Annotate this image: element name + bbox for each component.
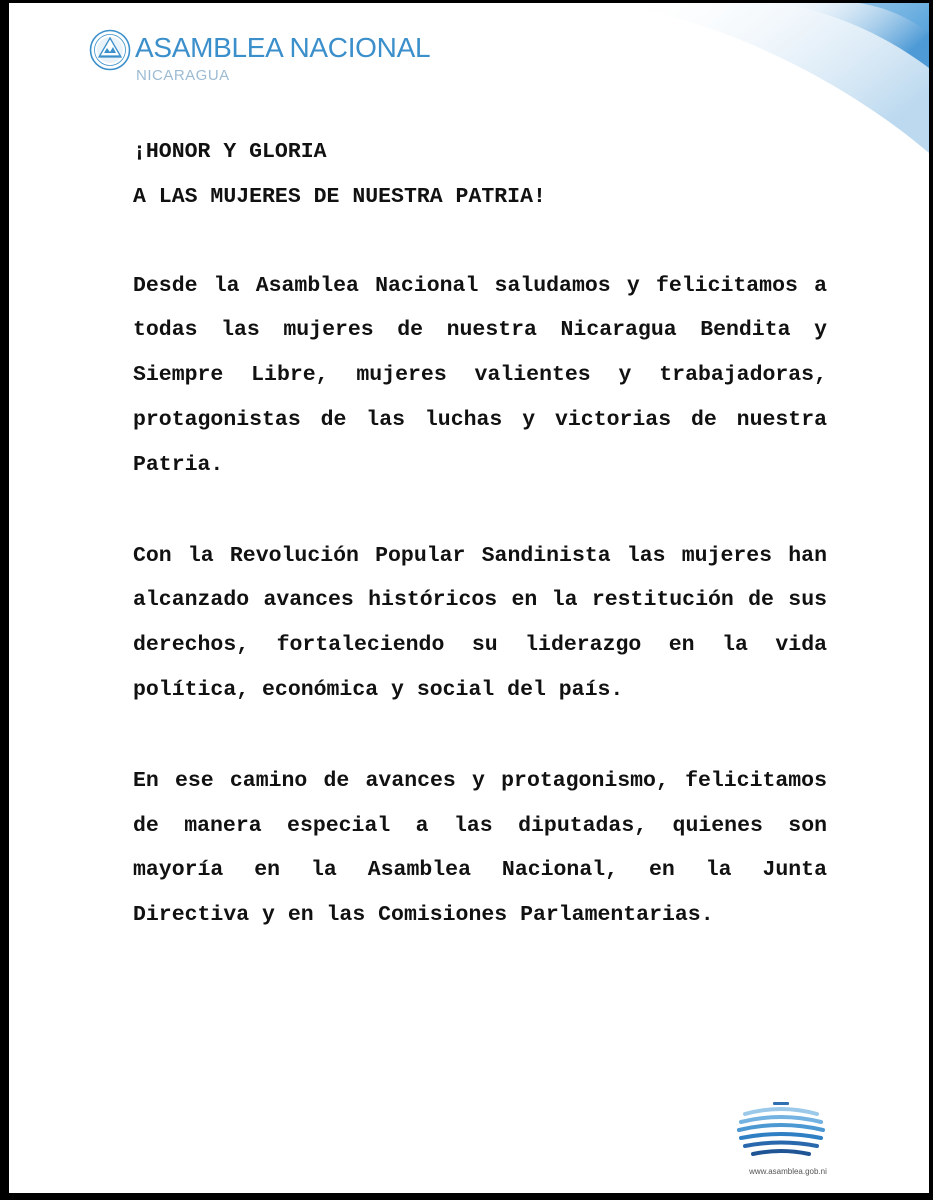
assembly-hemicycle-icon xyxy=(731,1100,831,1164)
paragraph: En ese camino de avances y protagonismo, felicitamos de manera especial a las diputadas, quienes son mayoría en la Asamblea Nacional, en la Junta Directiva y en las Comisiones Parlamentarias. xyxy=(133,768,827,928)
paragraph: Desde la Asamblea Nacional saludamos y felicitamos a todas las mujeres de nuestra Nicaragua Bendita y Siempre Libre, mujeres valientes y trabajadoras, protagonistas de las luchas y victorias de nuestra Patria. xyxy=(133,273,827,477)
nicaragua-coat-of-arms-icon xyxy=(89,29,131,71)
paragraph: Con la Revolución Popular Sandinista las mujeres han alcanzado avances históricos en la restitución de sus derechos, fortaleciendo su liderazgo en la vida política, económica y social del país. xyxy=(133,543,827,702)
website-url: www.asamblea.gob.ni xyxy=(749,1167,827,1176)
heading-line: A LAS MUJERES DE NUESTRA PATRIA! xyxy=(133,184,546,209)
letter-body xyxy=(133,130,827,984)
country-name: NICARAGUA xyxy=(136,67,230,84)
letter-heading xyxy=(133,130,827,220)
heading-line: ¡HONOR Y GLORIA xyxy=(133,140,327,164)
institution-name: ASAMBLEA NACIONAL xyxy=(135,32,431,63)
letter-page xyxy=(9,3,929,1193)
